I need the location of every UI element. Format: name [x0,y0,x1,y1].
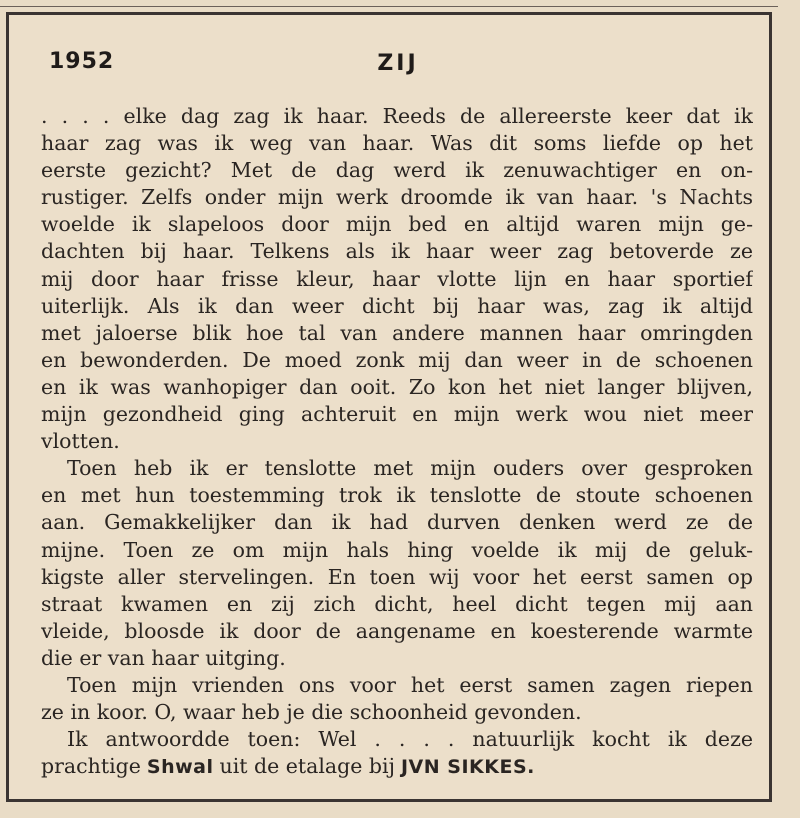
text-line: kigste aller stervelingen. En toen wij voor het eerst samen op [41,564,753,589]
article-body [41,103,753,781]
brand-name: Shwal [146,756,214,779]
text-line: Toen mijn vrienden ons voor het eerst samen zagen riepen [67,672,753,697]
text-line: en met hun toestemming trok ik tenslotte de stoute schoenen [41,483,753,508]
text-line: straat kwamen en zij zich dicht, heel dicht tegen mij aan [41,591,753,616]
text-line: rustiger. Zelfs onder mijn werk droomde ik van haar. 's Nachts [41,185,753,210]
text-line: Ik antwoordde toen: Wel . . . . natuurlijk kocht ik deze [67,727,753,752]
closing-prefix: prachtige [41,754,141,779]
text-line: en ik was wanhopiger dan ooit. Zo kon het niet langer blijven, [41,374,753,399]
shop-name: JVN SIKKES. [400,756,535,779]
text-line: uiterlijk. Als ik dan weer dicht bij haar was, zag ik altijd [41,293,753,318]
text-line: met jaloerse blik hoe tal van andere mannen haar omringden [41,320,753,345]
text-line: aan. Gemakkelijker dan ik had durven denken werd ze de [41,510,753,535]
text-line: dachten bij haar. Telkens als ik haar weer zag betoverde ze [41,239,753,264]
text-line: haar zag was ik weg van haar. Was dit soms liefde op het [41,131,753,156]
text-line: Toen heb ik er tenslotte met mijn ouders over gesproken [67,456,753,481]
text-line: en bewonderden. De moed zonk mij dan weer in de schoenen [41,347,753,372]
text-line: ze in koor. O, waar heb je die schoonheid gevonden. [41,700,582,725]
article-frame [6,12,772,802]
top-rule [0,6,778,7]
text-line: mij door haar frisse kleur, haar vlotte lijn en haar sportief [41,266,753,291]
closing-line [41,753,753,781]
text-line: eerste gezicht? Met de dag werd ik zenuwachtiger en on- [41,158,753,183]
text-line: vleide, bloosde ik door de aangename en koesterende warmte [41,618,753,643]
text-line: mijne. Toen ze om mijn hals hing voelde ik mij de geluk- [41,537,753,562]
text-line: woelde ik slapeloos door mijn bed en altijd waren mijn ge- [41,212,753,237]
text-line: vlotten. [41,429,120,454]
year-label: 1952 [49,49,115,74]
text-line: mijn gezondheid ging achteruit en mijn werk wou niet meer [41,402,753,427]
text-line: . . . . elke dag zag ik haar. Reeds de allereerste keer dat ik [41,104,753,128]
text-line: die er van haar uitging. [41,645,286,670]
closing-middle: uit de etalage bij [219,754,395,779]
body-lines [41,103,753,753]
article-title: ZIJ [377,51,419,76]
